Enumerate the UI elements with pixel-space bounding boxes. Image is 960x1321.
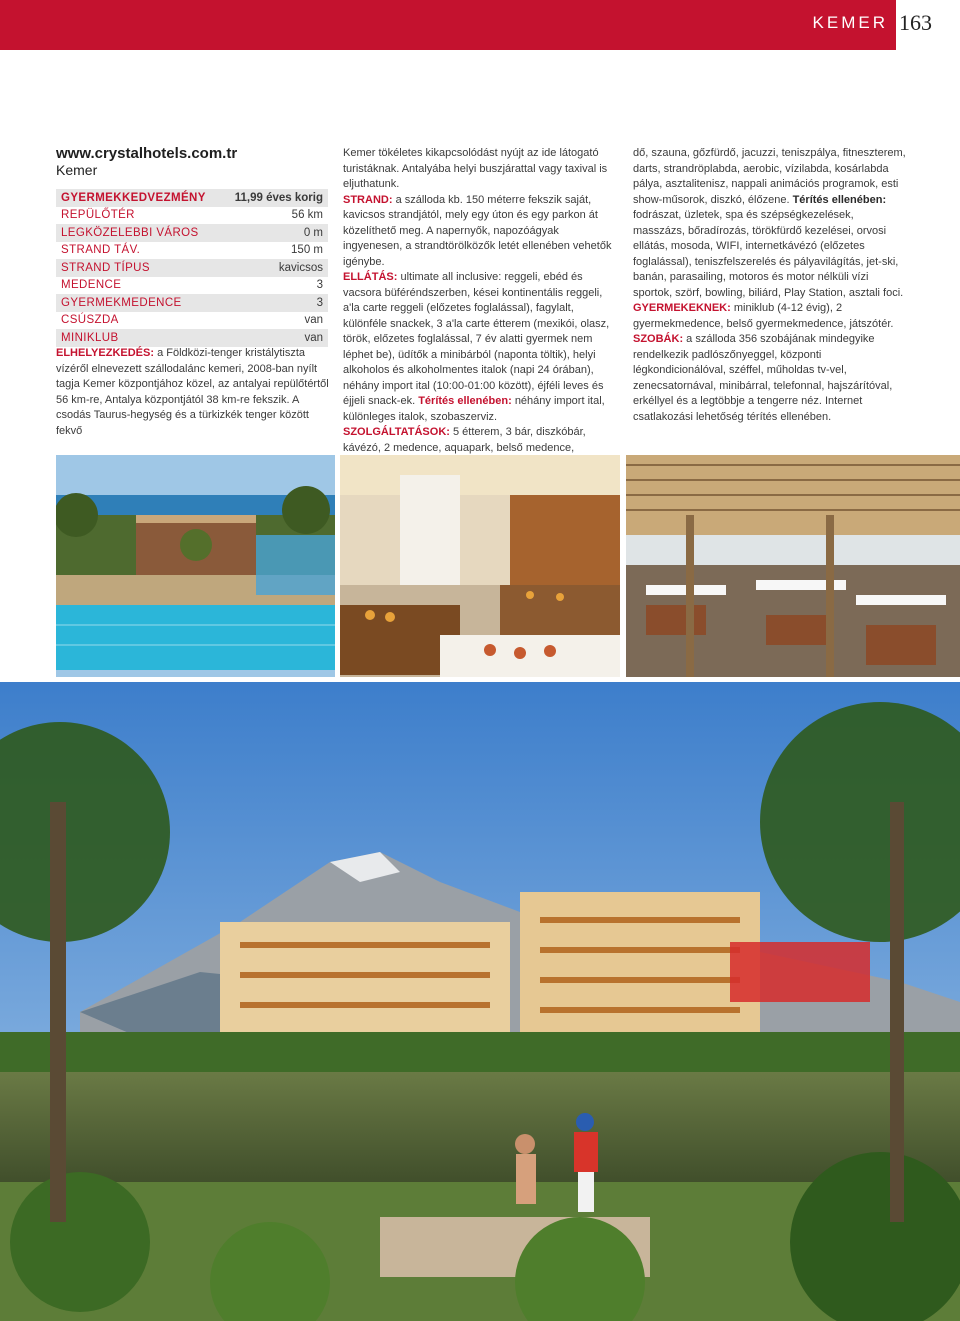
fact-label: GYERMEKKEDVEZMÉNY (61, 191, 206, 204)
fact-row (56, 207, 328, 225)
fact-row (56, 189, 328, 207)
fact-value: van (304, 331, 323, 344)
fact-label: CSÚSZDA (61, 314, 119, 327)
section-title: KEMER (812, 13, 888, 32)
services-cont: dő, szauna, gőzfürdő, jacuzzi, teniszpálya, fitneszterem, darts, strandröplabda, aerobic, vízilabda, kosárlabda pálya, asztalitenisz, nappali animációs programok, esti show-műsorok, diszkó, élőzene. (633, 147, 906, 206)
kids-text: miniklub (4-12 évig), 2 gyermekmedence, belső gyermekmedence, játszótér. (633, 302, 894, 330)
fact-row (56, 329, 328, 347)
facts-table (56, 189, 328, 347)
fact-value: kavicsos (278, 261, 323, 274)
location-text: a Földközi-tenger kristálytiszta vízéről elnevezett szállodalánc kemeri, 2008-ban nyílt tagja Kemer központjához közel, az antalyai repülőtértől 56 km-re, Antalya központjától 38 km-re fekszik. A csodás Taurus-hegység és a türkizkék tenger között fekvő (56, 347, 329, 437)
kids-label: GYERMEKEKNEK: (633, 302, 731, 314)
services-paid-text: fodrászat, üzletek, spa és szépségkezelések, masszázs, bőradírozás, törökfürdő kezelései, orvosi ellátás, mosoda, WIFI, internetkávézó (előzetes foglalással), teniszfelszerelés és pályavilágítás, jet-ski, banán, parasailing, motoros és motor nélküli vízi sportok, szörf, bowling, biliárd, Play Station, asztali foci. (633, 209, 904, 299)
location-label: ELHELYEZKEDÉS: (56, 347, 155, 359)
fact-row (56, 224, 328, 242)
fact-label: STRAND TÁV. (61, 244, 141, 257)
fact-row (56, 277, 328, 295)
rooms-label: SZOBÁK: (633, 333, 684, 345)
terrace-restaurant-photo (626, 455, 960, 677)
beach-text: a szálloda kb. 150 méterre fekszik saját, kavicsos strandjától, mely egy úton és egy parkon át közelíthető meg. A napernyők, napozóágyak ingyenesen, a strandtörölközők letét ellenében vehetők igénybe. (343, 193, 612, 268)
fact-label: REPÜLŐTÉR (61, 209, 135, 222)
fact-row (56, 242, 328, 260)
fact-value: 3 (316, 296, 323, 309)
page-header (0, 0, 960, 50)
services-text: 5 étterem, 3 bár, diszkóbár, kávézó, 2 medence, aquapark, belső medence, (343, 426, 586, 454)
fact-label: MEDENCE (61, 279, 122, 292)
pool-photo (56, 455, 335, 677)
text-column-2 (343, 146, 615, 472)
fact-value: 56 km (291, 209, 323, 222)
location-paragraph (56, 346, 329, 439)
fact-label: STRAND TÍPUS (61, 261, 150, 274)
fact-label: GYERMEKMEDENCE (61, 296, 182, 309)
fact-value: 3 (316, 279, 323, 292)
beach-label: STRAND: (343, 193, 393, 206)
catering-text: ultimate all inclusive: reggeli, ebéd és vacsora büféréndszerben, kései kontinentális reggeli, a'la carte reggeli (előzetes foglalással), fagylalt, különféle snackek, 3 a'la carte étterem (mexikói, olasz, török, előzetes foglalással, 7 év alatti gyermek nem léphet be), üdítők a minibárból (naponta töltik), helyi alkoholos és alkoholmentes italok (napi 24 órában), néhány import ital (10:00-01:00 között), éjféli leves és éjjeli snack-ek. (343, 271, 610, 407)
text-column-3 (633, 146, 906, 425)
fact-row (56, 312, 328, 330)
hotel-lake-photo (0, 682, 960, 1321)
catering-paid-label: Térítés ellenében: (418, 395, 512, 407)
catering-paid-text: néhány import ital, különleges italok, szobaszerviz. (343, 395, 605, 423)
fact-value: van (304, 314, 323, 327)
fact-label: LEGKÖZELEBBI VÁROS (61, 226, 199, 239)
catering-label: ELLÁTÁS: (343, 271, 398, 283)
hotel-city: Kemer (56, 162, 98, 178)
services-paid-label: Térítés ellenében: (792, 193, 887, 206)
fact-value: 0 m (303, 226, 323, 239)
hotel-website[interactable]: www.crystalhotels.com.tr (56, 145, 238, 162)
header-band (0, 0, 896, 50)
fact-label: MINIKLUB (61, 331, 119, 344)
rooms-text: a szálloda 356 szobájának mindegyike rendelkezik padlószőnyeggel, központi légkondicionálóval, széffel, műholdas tv-vel, zenecsatornával, minibárral, telefonnal, hajszárítóval, erkéllyel és a legtöbbje a tengerre néz. Internet csatlakozási lehetőség térítés ellenében. (633, 333, 893, 423)
intro-cont-paragraph: Kemer tökéletes kikapcsolódást nyújt az ide látogató turistáknak. Antalyába helyi buszjárattal vagy taxival is eljuthatunk. (343, 147, 608, 190)
fact-row (56, 294, 328, 312)
page-number: 163 (899, 10, 932, 35)
services-label: SZOLGÁLTATÁSOK: (343, 426, 450, 438)
fact-row (56, 259, 328, 277)
fact-value: 11,99 éves korig (234, 191, 323, 204)
buffet-photo (340, 455, 620, 677)
fact-value: 150 m (291, 244, 323, 257)
